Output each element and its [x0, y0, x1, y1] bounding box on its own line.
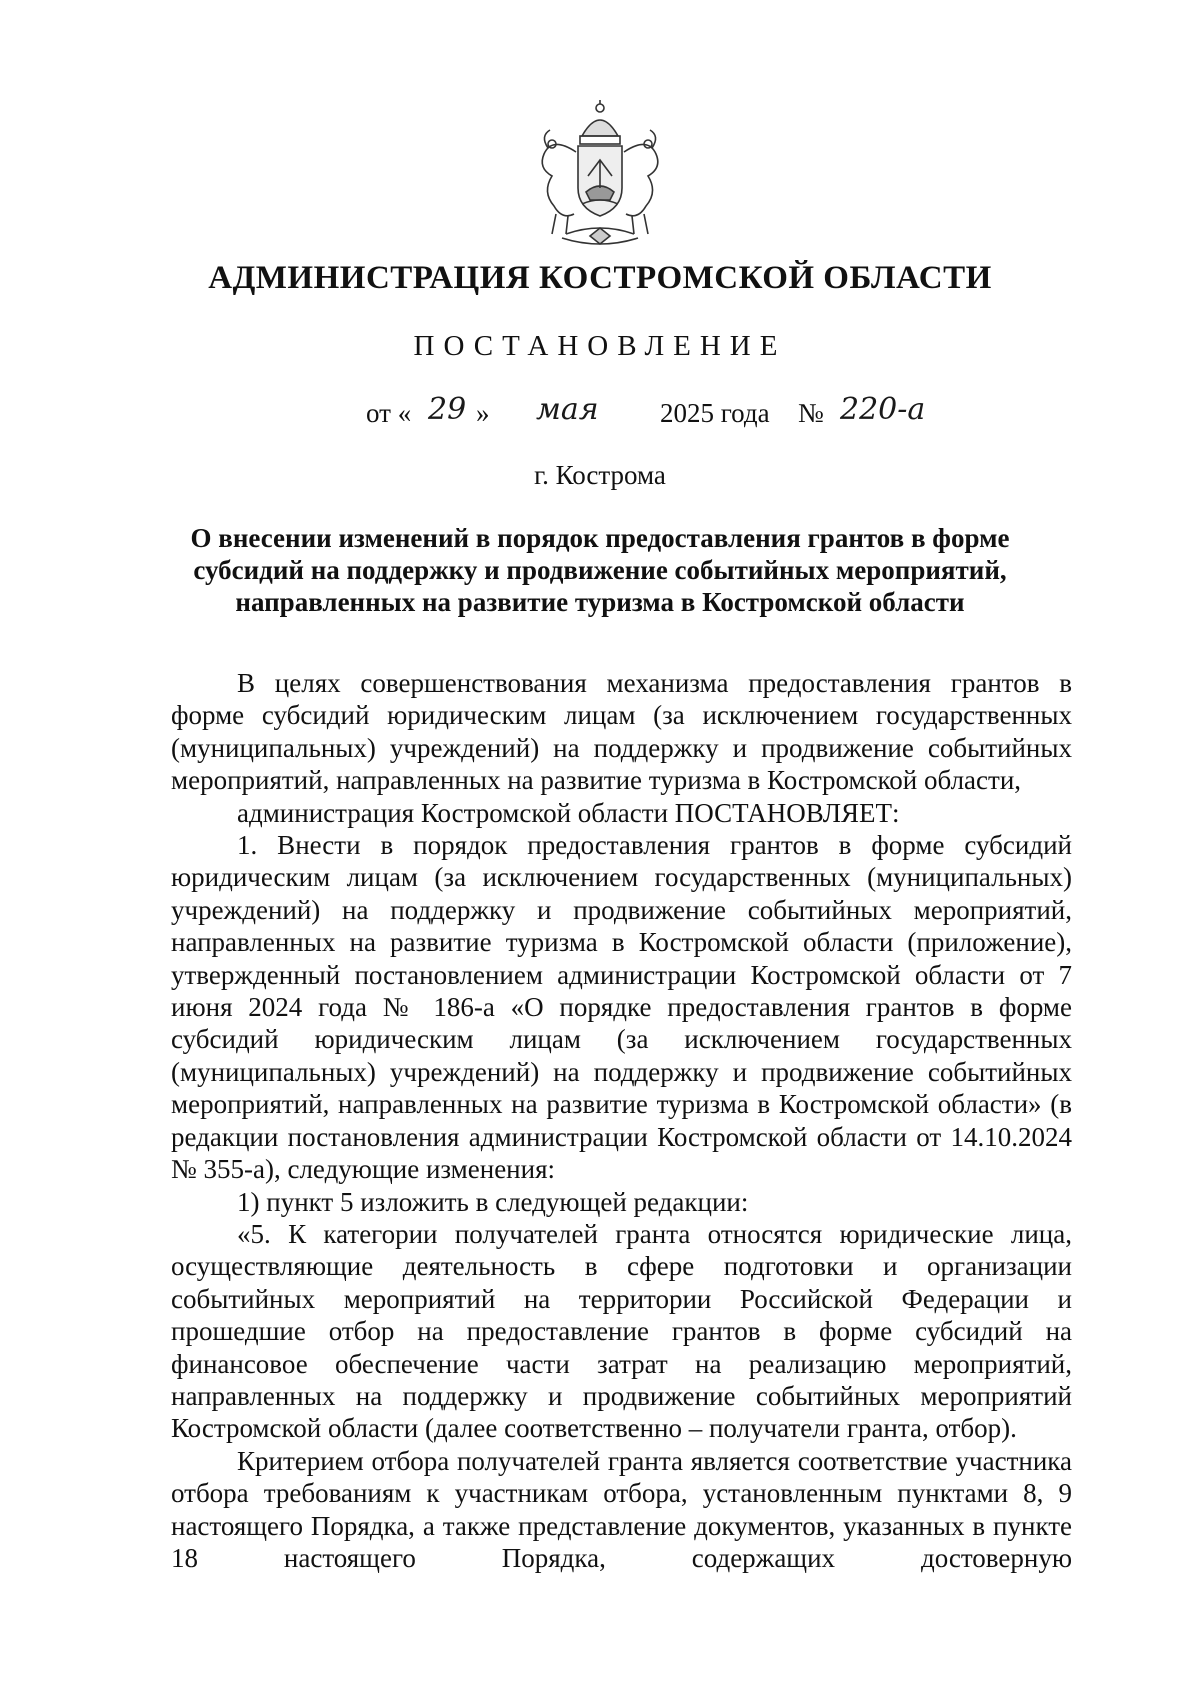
body-paragraph: «5. К категории получателей гранта относятся юридические лица, осуществляющие деятельность в сфере подготовки и организации событийных мероприятий на территории Российской Федерации и прошедшие отбор на предоставление грантов в форме субсидий на финансовое обеспечение части затрат на реализацию мероприятий, направленных на поддержку и продвижение событийных мероприятий Костромской области (далее соответственно – получатели гранта, отбор). [171, 1218, 1072, 1444]
subject-line: О внесении изменений в порядок предоставления грантов в форме [190, 523, 1010, 553]
city-line: г. Кострома [534, 460, 666, 490]
date-year: 2025 года [660, 398, 770, 428]
document-type: ПОСТАНОВЛЕНИЕ [413, 330, 787, 362]
organization-title: АДМИНИСТРАЦИЯ КОСТРОМСКОЙ ОБЛАСТИ [208, 260, 992, 296]
date-month: мая [536, 392, 599, 427]
body-paragraph: 1) пункт 5 изложить в следующей редакции: [237, 1186, 749, 1217]
body-paragraph: Критерием отбора получателей гранта является соответствие участника отбора требованиям к участникам отбора, установленным пунктами 8, 9 настоящего Порядка, а также представление документов, указанных в пункте 18 настоящего Порядка, содержащих достоверную [171, 1445, 1072, 1573]
document-number: 220-а [840, 392, 926, 427]
body-paragraph: 1. Внести в порядок предоставления грантов в форме субсидий юридическим лицам (за исключением государственных (муниципальных) учреждений) на поддержку и продвижение событийных мероприятий, направленных на развитие туризма в Костромской области (приложение), утвержденный постановлением администрации Костромской области от 7 июня 2024 года № 186-а «О порядке предоставления грантов в форме субсидий юридическим лицам (за исключением государственных (муниципальных) учреждений) на поддержку и продвижение событийных мероприятий, направленных на развитие туризма в Костромской области» (в редакции постановления администрации Костромской области от 14.10.2024 № 355-а), следующие изменения: [171, 830, 1072, 1185]
date-day: 29 [428, 392, 467, 427]
subject-line: субсидий на поддержку и продвижение событийных мероприятий, [193, 555, 1007, 585]
kostroma-coat-of-arms-icon [522, 96, 678, 252]
document-body [171, 667, 1072, 1574]
body-paragraph: В целях совершенствования механизма предоставления грантов в форме субсидий юридическим лицам (за исключением государственных (муниципальных) учреждений) на поддержку и продвижение событийных мероприятий, направленных на развитие туризма в Костромской области, [171, 668, 1072, 796]
number-sign: № [798, 398, 824, 428]
date-day-close: » [476, 398, 490, 428]
date-prefix: от « [366, 398, 412, 428]
body-paragraph: администрация Костромской области ПОСТАНОВЛЯЕТ: [237, 797, 900, 828]
subject-line: направленных на развитие туризма в Костромской области [235, 587, 965, 617]
date-line [366, 392, 1066, 438]
document-subject [150, 522, 1050, 618]
